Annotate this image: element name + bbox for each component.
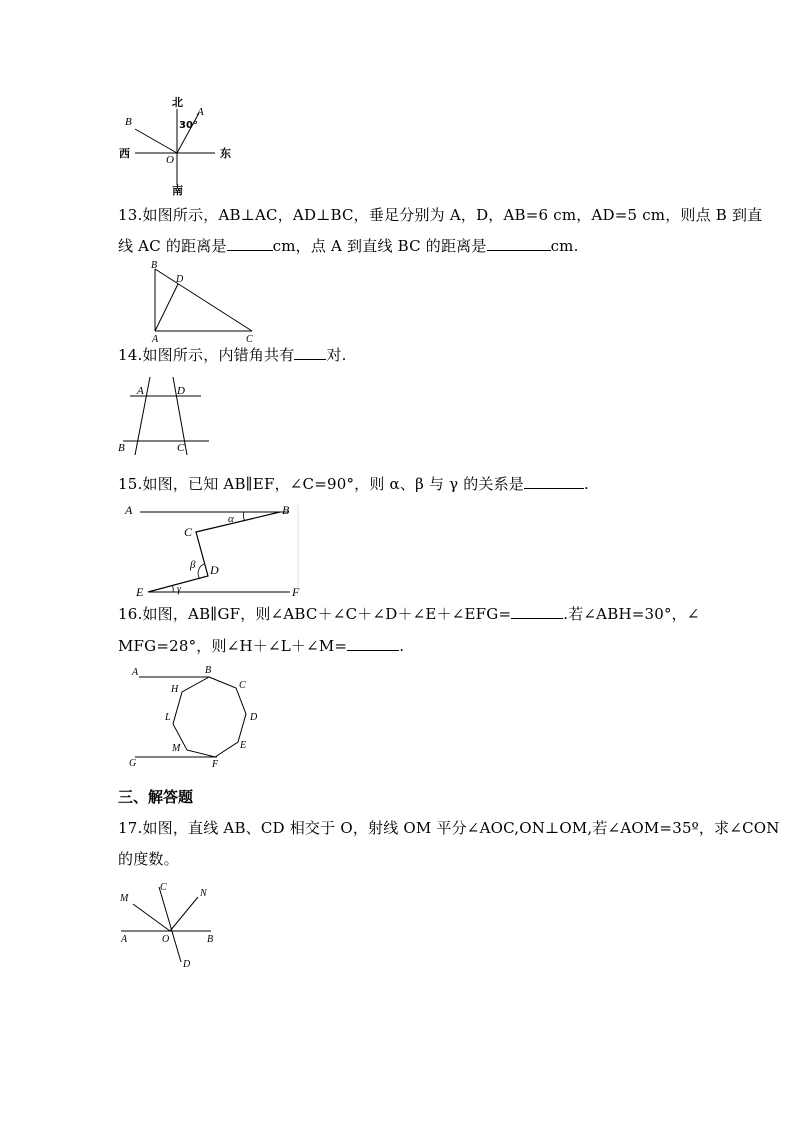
q13-text-c: cm.: [550, 237, 579, 255]
label-B: B: [207, 934, 214, 945]
west-label: 西: [119, 147, 130, 160]
q15-text-a: 15.如图，已知 AB∥EF，∠C=90°，则 α、β 与 γ 的关系是: [118, 475, 525, 493]
label-B: B: [151, 260, 158, 271]
label-F: F: [292, 585, 300, 599]
q13-line2: [118, 236, 579, 256]
label-C: C: [177, 442, 185, 454]
section-heading: 三、解答题: [118, 788, 194, 806]
label-B: B: [118, 442, 125, 454]
label-F: F: [212, 759, 219, 770]
label-A: A: [132, 667, 139, 678]
q14-blank[interactable]: [294, 345, 326, 360]
q16-line1: [118, 604, 700, 624]
parallel-zigzag-figure: [118, 500, 303, 600]
label-M: M: [120, 893, 129, 904]
label-C: C: [160, 882, 167, 893]
q13-blank-2[interactable]: [487, 236, 551, 251]
label-D: D: [177, 385, 185, 397]
label-B: B: [282, 503, 290, 517]
q17-line2: 的度数。: [118, 850, 179, 868]
q14-text-a: 14.如图所示，内错角共有: [118, 346, 295, 364]
label-O: O: [166, 154, 174, 166]
intersecting-lines-figure: [115, 880, 225, 970]
label-E: E: [136, 585, 144, 599]
label-D: D: [250, 712, 258, 723]
q14-text-b: 对.: [326, 346, 347, 364]
label-A: A: [125, 503, 133, 517]
polygon-figure: [125, 662, 270, 772]
label-C: C: [184, 525, 193, 539]
label-A: A: [197, 106, 204, 118]
label-D: D: [183, 959, 191, 970]
q13-text-b: cm，点 A 到直线 BC 的距离是: [272, 237, 487, 255]
transversal-figure: [115, 375, 215, 457]
label-C: C: [239, 680, 246, 691]
q15-blank[interactable]: [524, 474, 584, 489]
q14-text: [118, 345, 347, 365]
label-B: B: [125, 116, 132, 128]
angle-label: 30°: [179, 120, 198, 131]
q16-text-a: 16.如图，AB∥GF，则∠ABC＋∠C＋∠D＋∠E＋∠EFG=: [118, 605, 512, 623]
label-E: E: [240, 740, 247, 751]
q13-line1: 13.如图所示，AB⊥AC，AD⊥BC，垂足分别为 A，D，AB=6 cm，AD=5 cm，则点 B 到直: [118, 206, 763, 224]
q15-text: [118, 474, 589, 494]
label-L: L: [165, 712, 171, 723]
q16-blank-1[interactable]: [511, 604, 563, 619]
label-D: D: [210, 563, 219, 577]
label-B: B: [205, 665, 212, 676]
label-A: A: [121, 934, 128, 945]
q16-blank-2[interactable]: [347, 636, 399, 651]
label-alpha: α: [228, 513, 234, 525]
label-D: D: [176, 274, 184, 285]
east-label: 东: [220, 147, 231, 160]
label-A: A: [137, 385, 144, 397]
q15-text-b: .: [584, 475, 589, 493]
label-G: G: [129, 758, 137, 769]
label-N: N: [200, 888, 207, 899]
label-A: A: [152, 334, 159, 345]
label-C: C: [246, 334, 253, 345]
q13-blank-1[interactable]: [227, 236, 273, 251]
q16-text-c: MFG=28°，则∠H＋∠L＋∠M=: [118, 637, 348, 655]
q16-text-b: .若∠ABH=30°，∠: [563, 605, 700, 623]
label-H: H: [171, 684, 179, 695]
label-M: M: [172, 743, 181, 754]
q17-line1: 17.如图，直线 AB、CD 相交于 O，射线 OM 平分∠AOC,ON⊥OM,若∠AOM=35º，求∠CON: [118, 819, 780, 837]
compass-figure: [115, 95, 240, 195]
label-gamma: γ: [177, 584, 181, 595]
label-O: O: [162, 934, 170, 945]
q13-text-a: 线 AC 的距离是: [118, 237, 227, 255]
south-label: 南: [172, 184, 183, 197]
q16-text-d: .: [399, 637, 405, 655]
triangle-figure: [145, 260, 260, 345]
north-label: 北: [172, 96, 183, 109]
q16-line2: [118, 636, 404, 656]
label-beta: β: [190, 559, 196, 571]
